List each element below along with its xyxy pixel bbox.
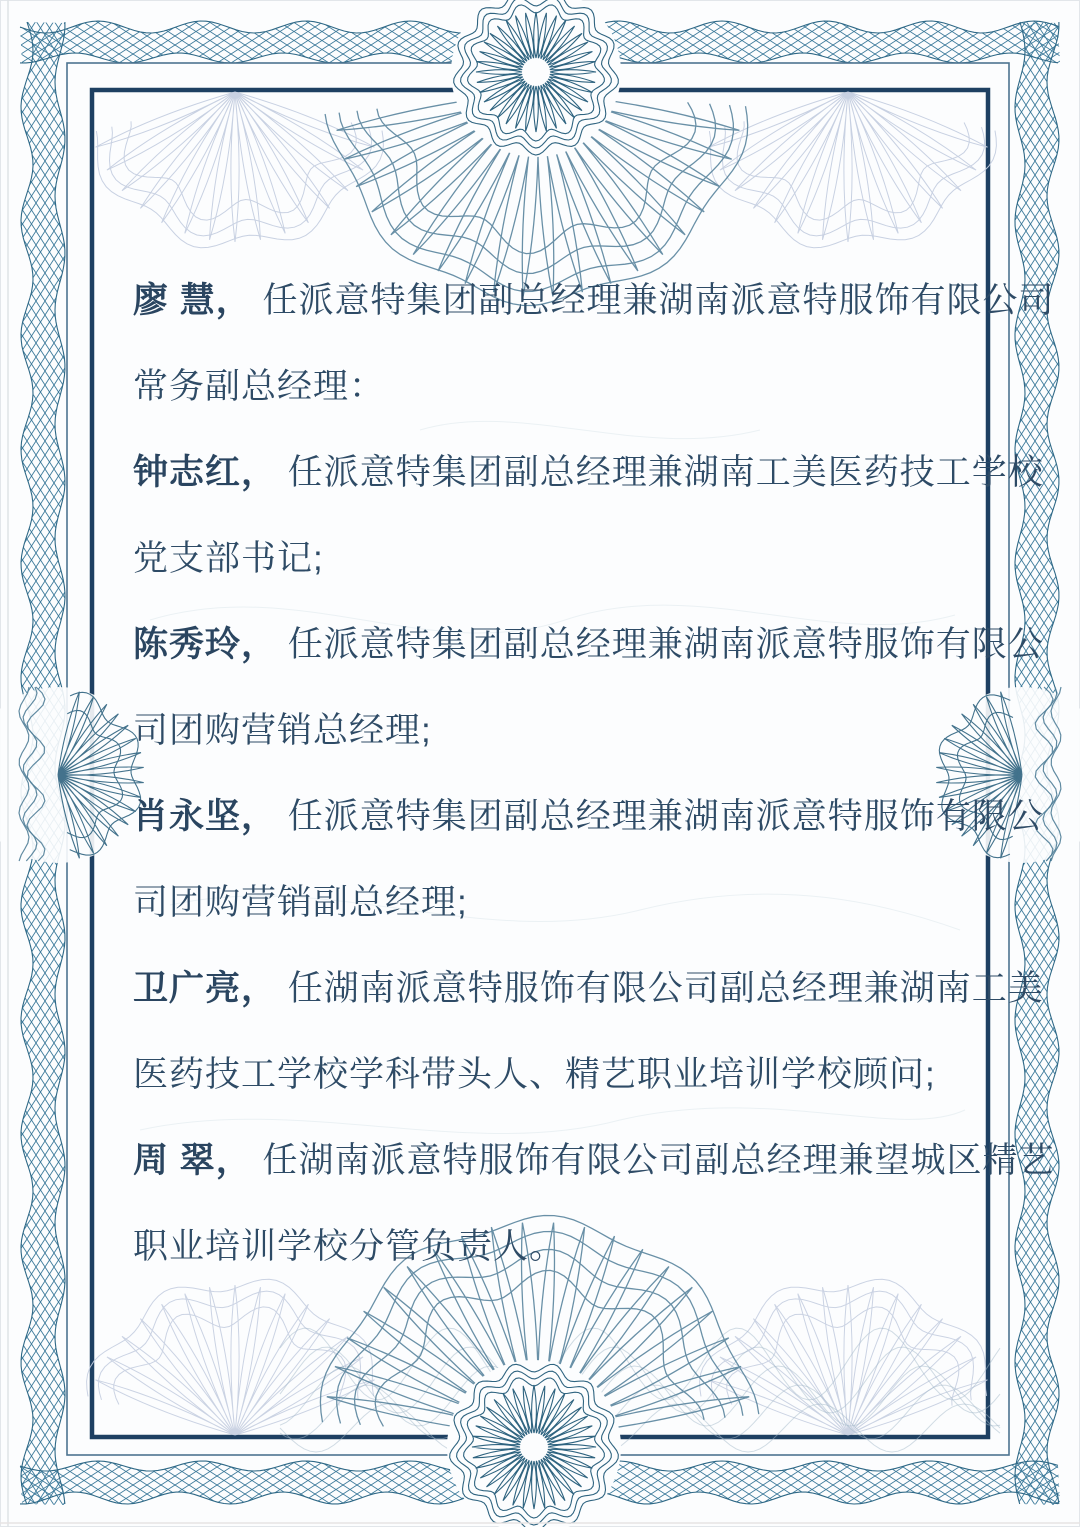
appointment-text: 司团购营销副总经理;: [133, 883, 468, 922]
appointee-name: 陈秀玲，: [133, 625, 278, 664]
notice-body-text: [133, 258, 1055, 1290]
appointment-line: [133, 1032, 995, 1118]
appointment-line: [133, 688, 995, 774]
appointment-text: 任湖南派意特服饰有限公司副总经理兼望城区精艺: [251, 1141, 1055, 1180]
appointment-text: 党支部书记;: [133, 539, 324, 578]
appointment-text: 医药技工学校学科带头人、精艺职业培训学校顾问;: [133, 1055, 936, 1094]
appointment-text: 任派意特集团副总经理兼湖南派意特服饰有限公: [277, 797, 1044, 836]
appointment-text: 任派意特集团副总经理兼湖南派意特服饰有限公司: [251, 281, 1055, 320]
appointment-line: [133, 1204, 995, 1290]
appointment-text: 职业培训学校分管负责人。: [133, 1227, 566, 1266]
appointment-line: [133, 1118, 1055, 1204]
appointee-name: 卫广亮，: [133, 969, 278, 1008]
appointee-name: 钟志红，: [133, 453, 278, 492]
appointment-line: [133, 946, 1044, 1032]
appointment-text: 司团购营销总经理;: [133, 711, 432, 750]
appointment-text: 任派意特集团副总经理兼湖南派意特服饰有限公: [277, 625, 1044, 664]
appointment-line: [133, 430, 1044, 516]
appointment-line: [133, 516, 995, 602]
appointee-name: 肖永坚，: [133, 797, 278, 836]
appointment-line: [133, 774, 1044, 860]
appointment-line: [133, 258, 1055, 344]
appointment-text: 任派意特集团副总经理兼湖南工美医药技工学校: [277, 453, 1044, 492]
appointee-name: 廖 慧，: [133, 281, 252, 320]
appointment-line: [133, 344, 995, 430]
appointment-line: [133, 860, 995, 946]
appointment-line: [133, 602, 1044, 688]
appointee-name: 周 翠，: [133, 1141, 252, 1180]
appointment-text: 任湖南派意特服饰有限公司副总经理兼湖南工美: [277, 969, 1044, 1008]
appointment-text: 常务副总经理：: [133, 367, 386, 406]
